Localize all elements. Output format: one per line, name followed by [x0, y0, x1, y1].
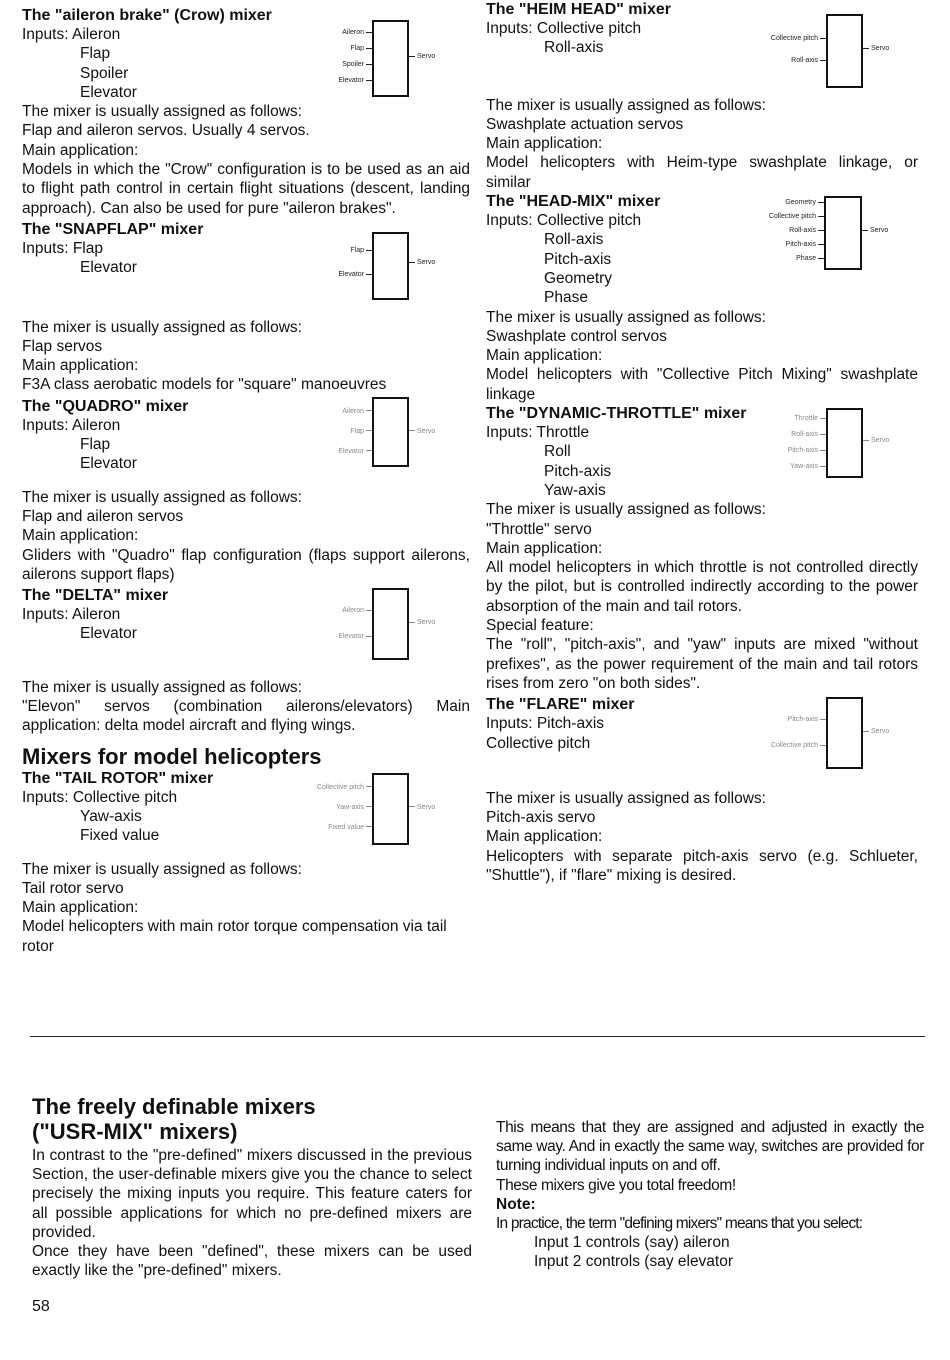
diagram-input-label: Collective pitch — [317, 783, 372, 793]
diagram-input-label: Phase — [796, 254, 824, 264]
diagram-input-label: Aileron — [342, 407, 372, 417]
usrmix-right-column — [496, 1118, 924, 1272]
diagram-input-label: Roll-axis — [791, 430, 826, 440]
left-column — [22, 6, 470, 956]
diagram-input-label: Roll-axis — [789, 226, 824, 236]
usrmix-paragraph: This means that they are assigned and adjusted in exactly the same way. And in exactly the same way, switches are provided for turning individual inputs on and off. — [496, 1119, 924, 1175]
flare-input: Collective pitch — [486, 734, 591, 752]
delta-mixer-section — [22, 586, 470, 735]
diagram-input-label: Collective pitch — [771, 34, 826, 44]
diagram-input-label: Pitch-axis — [788, 715, 826, 725]
headmix-input: Roll-axis — [544, 231, 604, 249]
page-number: 58 — [32, 1298, 50, 1315]
flare-title: The "FLARE" mixer — [486, 696, 635, 714]
snapflap-mixer-section — [22, 220, 470, 395]
quadro-body: Gliders with "Quadro" flap configuration (flaps support ailerons, ailerons support flaps) — [22, 546, 470, 583]
quadro-body: Main application: — [22, 527, 139, 545]
crow-body: Flap and aileron servos. Usually 4 servos. — [22, 122, 310, 140]
tailrotor-mixer-diagram — [316, 773, 462, 847]
usrmix-paragraph: In contrast to the "pre-defined" mixers discussed in the previous Section, the user-definable mixers give you the chance to select precisely the mixing inputs you require. This feature caters for all possible applications for which no pre-defined mixers are provided. — [32, 1147, 472, 1241]
diagram-output-label: Servo — [862, 226, 888, 236]
tailrotor-input: Yaw-axis — [80, 807, 142, 825]
usrmix-paragraph: These mixers give you total freedom! — [496, 1176, 736, 1194]
diagram-output-label: Servo — [409, 52, 435, 62]
section-divider — [30, 1036, 925, 1037]
flare-body: The mixer is usually assigned as follows: — [486, 789, 766, 807]
headmix-inputs-first: Inputs: Collective pitch — [486, 212, 642, 230]
diagram-input-label: Elevator — [338, 632, 372, 642]
snapflap-inputs-first: Inputs: Flap — [22, 239, 103, 257]
headmix-title: The "HEAD-MIX" mixer — [486, 193, 661, 211]
delta-title: The "DELTA" mixer — [22, 587, 169, 605]
tailrotor-body: Model helicopters with main rotor torque compensation via tail rotor — [22, 918, 447, 955]
tailrotor-title: The "TAIL ROTOR" mixer — [22, 769, 214, 787]
crow-inputs-first: Inputs: Aileron — [22, 26, 121, 43]
heimhead-body: Swashplate actuation servos — [486, 115, 684, 133]
diagram-output-label: Servo — [863, 436, 889, 446]
crow-body: Models in which the "Crow" configuration is to be used as an aid to flight path control in certain flight situations (descent, landing approach). Can also be used for pure "aileron brakes". — [22, 161, 470, 217]
diagram-output-label: Servo — [863, 44, 889, 54]
snapflap-body: F3A class aerobatic models for "square" manoeuvres — [22, 376, 387, 394]
dynthrottle-body: All model helicopters in which throttle is not controlled directly by the pilot, but is controlled indirectly according to the power absorption of the main and tail rotors. — [486, 559, 918, 615]
diagram-output-label: Servo — [863, 727, 889, 737]
headmix-mixer-section — [486, 192, 918, 404]
snapflap-mixer-diagram — [322, 232, 462, 304]
dynthrottle-body: The mixer is usually assigned as follows: — [486, 501, 766, 519]
crow-input: Elevator — [80, 83, 137, 101]
delta-mixer-diagram — [322, 588, 462, 662]
mixer-box — [824, 196, 862, 270]
snapflap-body: Main application: — [22, 357, 139, 375]
diagram-input-label: Aileron — [342, 28, 372, 38]
usrmix-heading-line1: The freely definable mixers — [32, 1094, 316, 1119]
diagram-output-label: Servo — [409, 803, 435, 813]
quadro-mixer-section — [22, 397, 470, 584]
crow-body: The mixer is usually assigned as follows: — [22, 103, 302, 121]
dynthrottle-input: Yaw-axis — [544, 481, 606, 499]
diagram-input-label: Elevator — [338, 447, 372, 457]
diagram-input-label: Fixed value — [328, 823, 372, 833]
headmix-body: The mixer is usually assigned as follows: — [486, 308, 766, 326]
mixer-box — [826, 697, 863, 769]
headmix-input: Geometry — [544, 269, 613, 287]
diagram-input-label: Yaw-axis — [790, 462, 826, 472]
crow-body: Main application: — [22, 141, 139, 159]
heimhead-body: Model helicopters with Heim-type swashplate linkage, or similar — [486, 154, 918, 191]
diagram-input-label: Collective pitch — [771, 741, 826, 751]
diagram-input-label: Geometry — [785, 198, 824, 208]
mixer-box — [826, 408, 863, 478]
tailrotor-inputs-first: Inputs: Collective pitch — [22, 788, 178, 806]
dynthrottle-body: Main application: — [486, 539, 603, 557]
crow-title: The "aileron brake" (Crow) mixer — [22, 7, 272, 24]
quadro-inputs-first: Inputs: Aileron — [22, 416, 121, 434]
mixer-box — [372, 397, 409, 467]
heimhead-title: The "HEIM HEAD" mixer — [486, 1, 671, 18]
tailrotor-body: Tail rotor servo — [22, 879, 124, 897]
headmix-body: Swashplate control servos — [486, 327, 667, 345]
diagram-input-label: Flap — [350, 246, 372, 256]
flare-body: Helicopters with separate pitch-axis servo (e.g. Schlueter, "Shuttle"), if "flare" mixing is desired. — [486, 847, 918, 884]
delta-body: The mixer is usually assigned as follows: — [22, 678, 302, 696]
heimhead-inputs-first: Inputs: Collective pitch — [486, 20, 642, 37]
crow-mixer-diagram — [322, 20, 452, 100]
quadro-input: Flap — [80, 436, 111, 454]
heimhead-body: Main application: — [486, 135, 603, 153]
heimhead-mixer-diagram — [770, 14, 916, 92]
snapflap-input: Elevator — [80, 259, 137, 277]
diagram-input-label: Pitch-axis — [788, 446, 826, 456]
dynthrottle-mixer-section — [486, 404, 918, 693]
note-text: In practice, the term "defining mixers" means that you select: — [496, 1215, 863, 1233]
heimhead-body: The mixer is usually assigned as follows: — [486, 96, 766, 114]
mixer-box — [372, 588, 409, 660]
diagram-input-label: Aileron — [342, 606, 372, 616]
dynthrottle-body: The "roll", "pitch-axis", and "yaw" inputs are mixed "without prefixes", as the power requirement of the main and tail rotors rises from zero "on both sides". — [486, 636, 918, 692]
mixer-box — [372, 773, 409, 845]
diagram-input-label: Pitch-axis — [786, 240, 824, 250]
diagram-output-label: Servo — [409, 258, 435, 268]
diagram-input-label: Elevator — [338, 76, 372, 86]
crow-input: Spoiler — [80, 64, 129, 82]
flare-mixer-section — [486, 695, 918, 885]
diagram-input-label: Spoiler — [342, 60, 372, 70]
diagram-input-label: Throttle — [794, 414, 826, 424]
tailrotor-mixer-section — [22, 769, 470, 956]
crow-mixer-section — [22, 6, 470, 218]
heimhead-mixer-section — [486, 0, 918, 192]
snapflap-title: The "SNAPFLAP" mixer — [22, 220, 204, 238]
heimhead-input: Roll-axis — [544, 39, 604, 57]
quadro-body: The mixer is usually assigned as follows: — [22, 488, 302, 506]
diagram-input-label: Elevator — [338, 270, 372, 280]
dynthrottle-title: The "DYNAMIC-THROTTLE" mixer — [486, 405, 747, 423]
tailrotor-input: Fixed value — [80, 827, 160, 845]
delta-inputs-first: Inputs: Aileron — [22, 606, 121, 624]
headmix-mixer-diagram — [768, 196, 916, 272]
dynthrottle-input: Roll — [544, 443, 571, 461]
tailrotor-body: The mixer is usually assigned as follows: — [22, 860, 302, 878]
quadro-title: The "QUADRO" mixer — [22, 397, 189, 415]
usrmix-left-column — [32, 1094, 472, 1280]
tailrotor-body: Main application: — [22, 899, 139, 917]
helicopter-mixers-heading: Mixers for model helicopters — [22, 743, 322, 769]
crow-input: Flap — [80, 45, 111, 63]
flare-body: Pitch-axis servo — [486, 809, 596, 827]
headmix-body: Model helicopters with "Collective Pitch Mixing" swashplate linkage — [486, 366, 918, 403]
mixer-box — [826, 14, 863, 88]
usrmix-paragraph: Once they have been "defined", these mixers can be used exactly like the "pre-defined" mixers. — [32, 1243, 472, 1280]
diagram-input-label: Roll-axis — [791, 56, 826, 66]
dynthrottle-inputs-first: Inputs: Throttle — [486, 424, 590, 442]
dynthrottle-input: Pitch-axis — [544, 462, 612, 480]
quadro-body: Flap and aileron servos — [22, 507, 184, 525]
headmix-input: Pitch-axis — [544, 250, 612, 268]
diagram-input-label: Flap — [350, 44, 372, 54]
note-item: Input 1 controls (say) aileron — [534, 1234, 730, 1252]
headmix-input: Phase — [544, 289, 588, 307]
quadro-mixer-diagram — [322, 397, 462, 469]
flare-body: Main application: — [486, 828, 603, 846]
quadro-input: Elevator — [80, 455, 137, 473]
dynthrottle-body: "Throttle" servo — [486, 520, 592, 538]
flare-mixer-diagram — [770, 697, 916, 773]
delta-input: Elevator — [80, 625, 137, 643]
diagram-input-label: Collective pitch — [769, 212, 824, 222]
dynthrottle-body: Special feature: — [486, 617, 594, 635]
mixer-box — [372, 20, 409, 97]
diagram-output-label: Servo — [409, 427, 435, 437]
note-label: Note: — [496, 1195, 536, 1213]
diagram-input-label: Yaw-axis — [336, 803, 372, 813]
snapflap-body: The mixer is usually assigned as follows: — [22, 318, 302, 336]
diagram-input-label: Flap — [350, 427, 372, 437]
delta-body: "Elevon" servos (combination ailerons/elevators) Main application: delta model aircraft and flying wings. — [22, 698, 470, 735]
note-item: Input 2 controls (say elevator — [534, 1253, 734, 1271]
snapflap-body: Flap servos — [22, 337, 103, 355]
usrmix-heading-line2: ("USR-MIX" mixers) — [32, 1119, 238, 1144]
flare-inputs-first: Inputs: Pitch-axis — [486, 715, 605, 733]
diagram-output-label: Servo — [409, 618, 435, 628]
headmix-body: Main application: — [486, 347, 603, 365]
dynthrottle-mixer-diagram — [776, 408, 916, 482]
mixer-box — [372, 232, 409, 300]
right-column — [486, 0, 918, 885]
